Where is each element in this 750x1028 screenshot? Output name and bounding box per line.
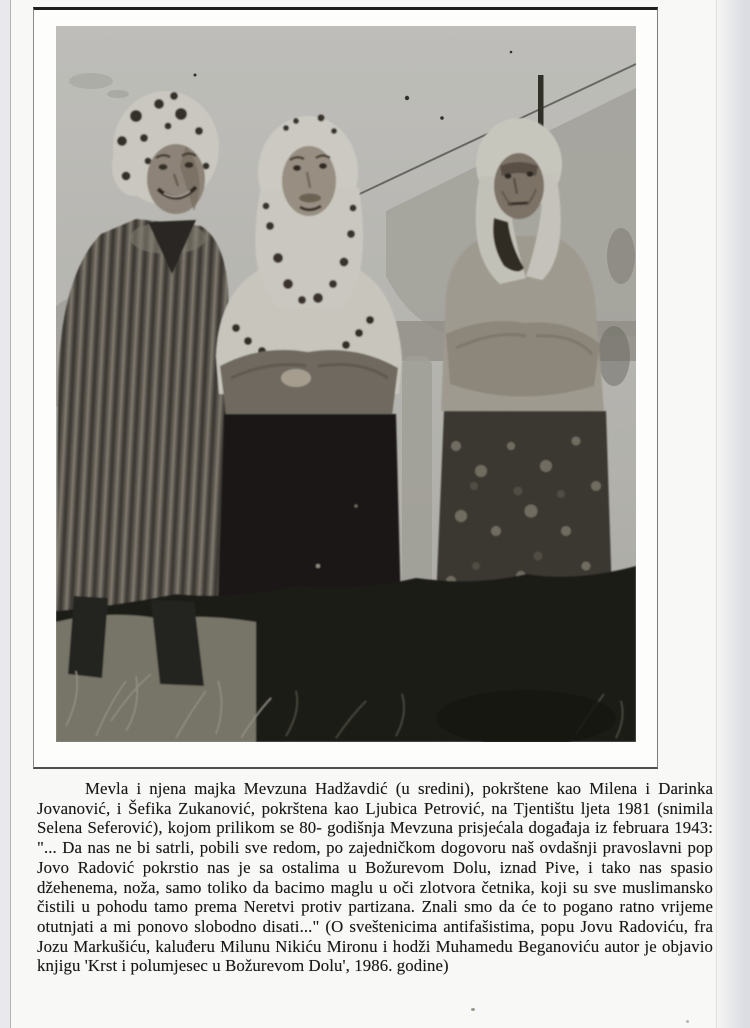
- page-left-edge-band: [0, 0, 10, 1028]
- photo-frame: [33, 7, 658, 769]
- photo: [56, 26, 636, 742]
- page-right-edge-shadow: [714, 0, 750, 1028]
- page-right-edge-line: [716, 0, 717, 1028]
- scan-speck: [471, 1008, 475, 1011]
- photocopy-grain: [56, 26, 636, 742]
- scan-speck: [686, 1020, 689, 1023]
- photo-caption: Mevla i njena majka Mevzuna Hadžavdić (u sredini), pokrštene kao Milena i Darinka Jovanović, i Šefika Zukanović, pokrštena kao Ljubica Petrović, na Tjentištu ljeta 1981 (snimila Selena Seferović), kojom prilikom se 80- godišnja Mevzuna prisjećala događaja iz februara 1943: "... Da nas ne bi satrli, pobili sve redom, po zajedničkom dogovoru naš ovdašnji pravoslavni pop Jovo Radović pokrstio nas je sa ostalima u Božurevom Dolu, iznad Pive, i tako nas spasio džehenema, noža, samo toliko da bacimo maglu u oči zlotvora četnika, koji su sve muslimansko čistili u pohodu tamo prema Neretvi protiv partizana. Znali smo da će to pogano ratno vrijeme otutnjati a mi ponovo slobodno disati..." (O sveštenicima antifašistima, popu Jovu Radoviću, fra Jozu Markušiću, kaluđeru Milunu Nikiću Mironu i hodži Muhamedu Beganoviću autor je objavio knjigu 'Krst i polumjesec u Božurevom Dolu', 1986. godine): [37, 779, 713, 976]
- page-left-edge-line: [10, 0, 11, 1028]
